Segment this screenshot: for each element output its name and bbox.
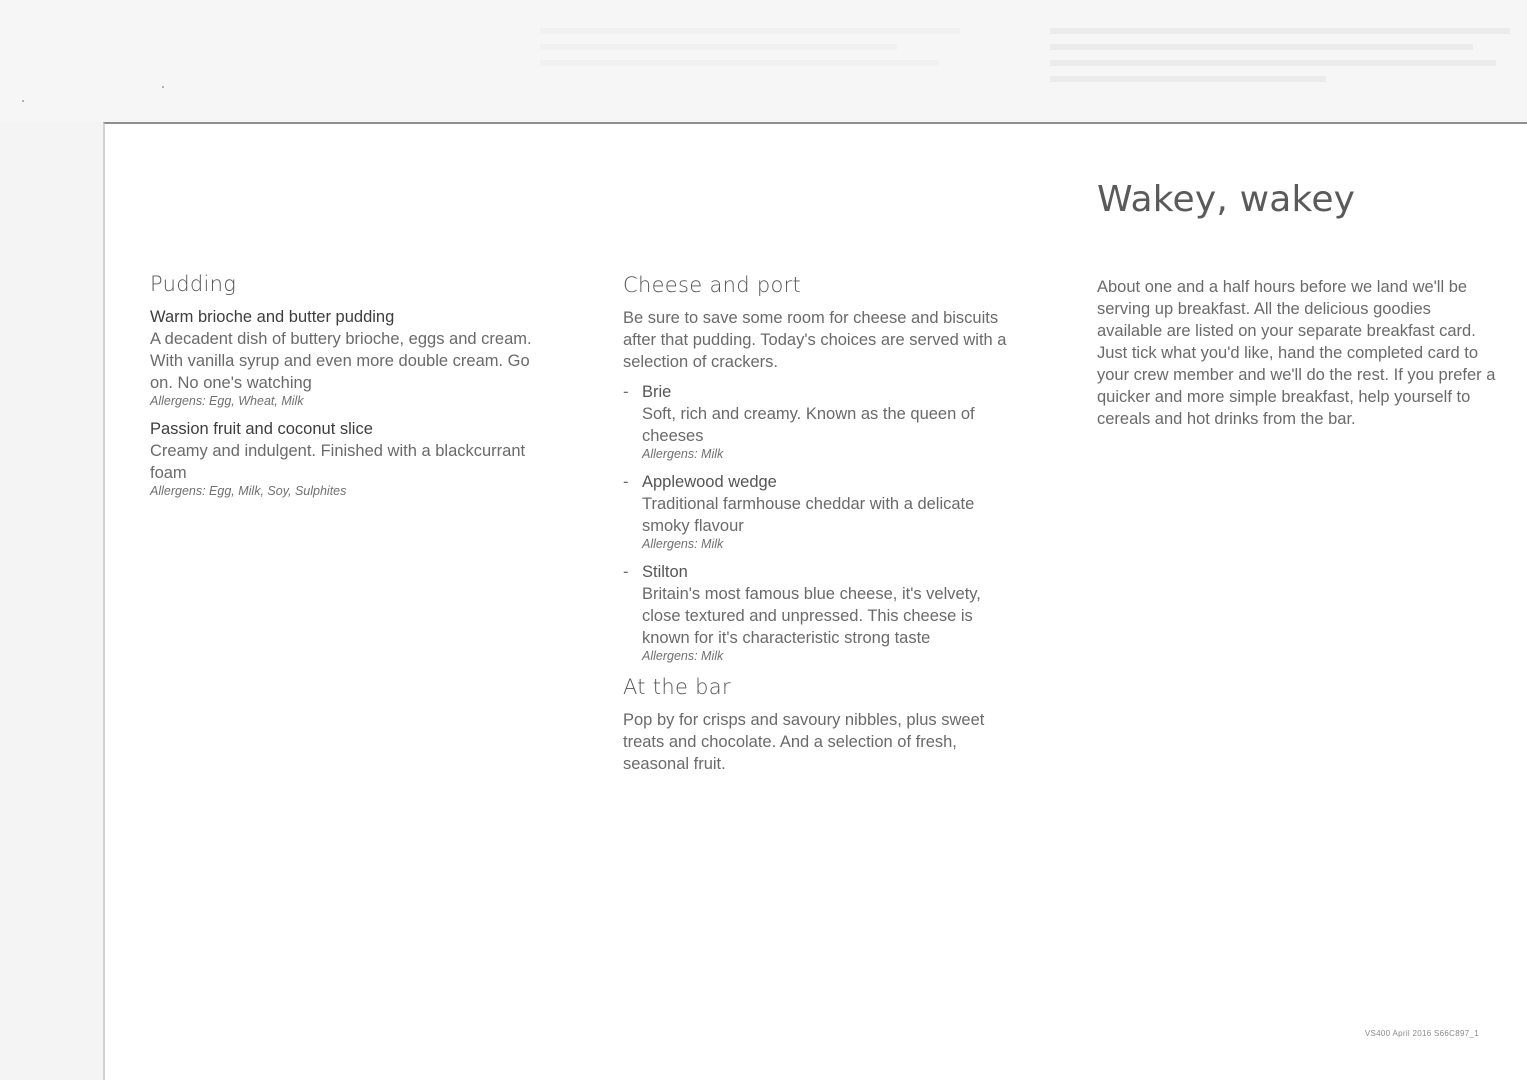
bar-text: Pop by for crisps and savoury nibbles, plus sweet treats and chocolate. And a selection of fresh, seasonal fruit. [623, 711, 985, 773]
item-description: Traditional farmhouse cheddar with a delicate smoky flavour [642, 495, 975, 535]
item-allergens: Allergens: Milk [642, 649, 724, 663]
scan-speck [22, 100, 24, 102]
cheese-section [623, 273, 1023, 775]
cheese-item [623, 471, 1023, 551]
item-name: Brie [642, 383, 672, 401]
item-description: Creamy and indulgent. Finished with a blackcurrant foam [150, 442, 526, 482]
bar-title: At the bar [623, 675, 731, 699]
item-allergens: Allergens: Milk [642, 447, 724, 461]
scan-speck [162, 86, 164, 88]
item-name: Applewood wedge [642, 473, 777, 491]
breakfast-title: Wakey, wakey [1097, 179, 1356, 220]
item-allergens: Allergens: Milk [642, 537, 724, 551]
item-allergens: Allergens: Egg, Milk, Soy, Sulphites [150, 484, 347, 498]
pudding-title: Pudding [150, 272, 237, 296]
item-name: Warm brioche and butter pudding [150, 308, 395, 326]
list-dash: - [623, 563, 629, 581]
breakfast-text: About one and a half hours before we land we'll be serving up breakfast. All the delicious goodies available are listed on your separate breakfast card. Just tick what you'd like, hand the completed card to your crew member and we'll do the rest. If you prefer a quicker and more simple breakfast, help yourself to cereals and hot drinks from the bar. [1097, 278, 1496, 428]
bleed-through-text [540, 18, 960, 108]
scanned-page-top-strip [0, 0, 1527, 122]
item-description: A decadent dish of buttery brioche, eggs and cream. With vanilla syrup and even more double cream. Go on. No one's watching [150, 330, 532, 392]
menu-page [103, 122, 1527, 1080]
item-description: Britain's most famous blue cheese, it's velvety, close textured and unpressed. This cheese is known for it's characteristic strong taste [642, 585, 981, 647]
list-dash: - [623, 473, 629, 491]
item-name: Stilton [642, 563, 688, 581]
breakfast-section [1097, 179, 1497, 430]
menu-item [150, 306, 550, 408]
item-name: Passion fruit and coconut slice [150, 420, 373, 438]
cheese-item [623, 561, 1023, 663]
footer-code: VS400 April 2016 S66C897_1 [1364, 1029, 1479, 1038]
cheese-title: Cheese and port [623, 273, 802, 297]
menu-item [150, 418, 550, 498]
cheese-intro: Be sure to save some room for cheese and biscuits after that pudding. Today's choices are served with a selection of crackers. [623, 309, 1007, 371]
item-allergens: Allergens: Egg, Wheat, Milk [150, 394, 304, 408]
list-dash: - [623, 383, 629, 401]
bleed-through-text [1050, 18, 1510, 108]
cheese-item [623, 381, 1023, 461]
pudding-section [150, 272, 550, 508]
item-description: Soft, rich and creamy. Known as the queen of cheeses [642, 405, 975, 445]
